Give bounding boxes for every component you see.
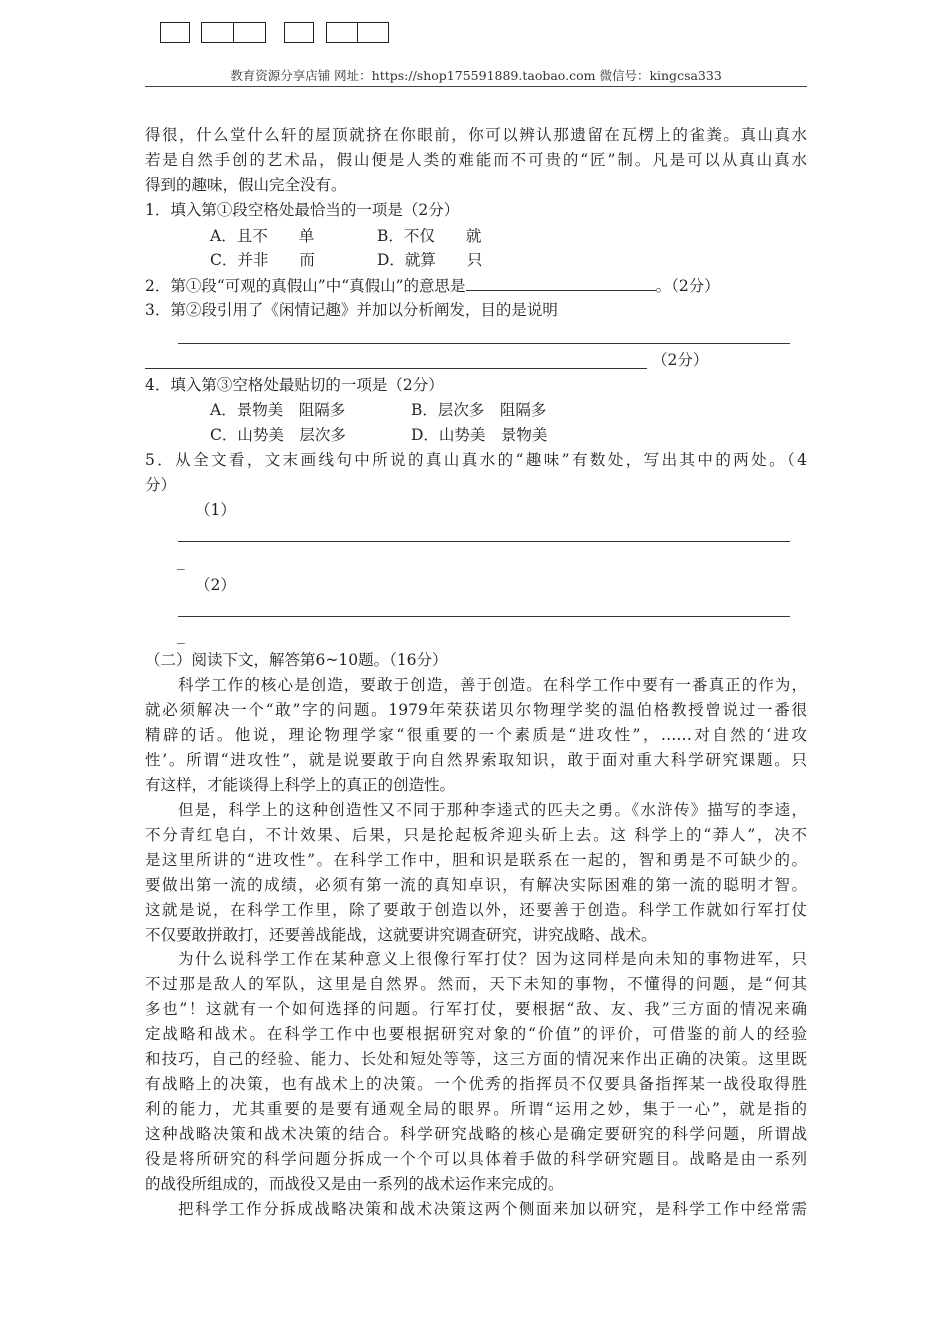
article-line: 有战略上的决策，也有战术上的决策。一个优秀的指挥员不仅要具备指挥某一战役取得胜 [145, 1075, 807, 1094]
article-line: 精辟的话。他说，理论物理学家“很重要的一个素质是“进攻性”，……对自然的‘进攻 [145, 725, 807, 744]
section-2-title: （二）阅读下文，解答第6~10题。（16分） [145, 651, 448, 669]
q4-options-row [145, 424, 807, 446]
article-line: 的战役所组成的，而战役又是由一系列的战术运作来完成的。 [145, 1175, 564, 1193]
article-line: 把科学工作分拆成战略决策和战术决策这两个侧面来加以研究，是科学工作中经常需 [178, 1199, 807, 1218]
passage-line: 得到的趣味，假山完全没有。 [145, 176, 347, 194]
q3-answer-line[interactable] [178, 343, 790, 344]
q5-sub-1-label: （1） [195, 501, 236, 519]
article-line: 有这样，才能谈得上科学上的真正的创造性。 [145, 775, 456, 794]
question-3: 3．第②段引用了《闲情记趣》并加以分析阐发，目的是说明 [145, 301, 558, 319]
q1-options-row [145, 225, 807, 247]
q1-option-b: B．不仅 就 [377, 227, 482, 245]
article-line: 为什么说科学工作在某种意义上很像行军打仗？因为这同样是向未知的事物进军，只 [178, 950, 807, 969]
q5-answer-line-2[interactable] [178, 616, 790, 617]
q1-option-c: C．并非 而 [210, 251, 315, 269]
title-box [201, 22, 234, 43]
article-line: 要做出第一流的成绩，必须有第一流的真知卓识，有解决实际困难的第一流的聪明才智。 [145, 875, 807, 894]
article-line: 科学工作的核心是创造，要敢于创造，善于创造。在科学工作中要有一番真正的作为， [178, 676, 807, 694]
title-box [357, 22, 389, 43]
article-line: 定战略和战术。在科学工作中也要根据研究对象的“价值”的评价，可借鉴的前人的经验 [145, 1025, 807, 1044]
article-line: 多也”！这就有一个如何选择的问题。行军打仗，要根据“敌、友、我”三方面的情况来确 [145, 1000, 807, 1019]
question-1: 1．填入第①段空格处最恰当的一项是（2分） [145, 201, 460, 219]
q3-score: （2分） [652, 351, 709, 369]
passage-line: 得很，什么堂什么轩的屋顶就挤在你眼前，你可以辨认那遗留在瓦楞上的雀粪。真山真水 [145, 126, 807, 144]
title-box [160, 22, 190, 43]
q2-answer-blank[interactable] [466, 274, 656, 291]
article-line: 不过那是敌人的军队，这里是自然界。然而，天下未知的事物，不懂得的问题，是“何其 [145, 975, 807, 994]
q5-dash: _ [177, 552, 185, 570]
q4-options-row [145, 399, 807, 421]
q4-option-b: B．层次多 阻隔多 [411, 401, 547, 419]
store-header: 教育资源分享店铺 网址：https://shop175591889.taobao.com 微信号：kingcsa333 [230, 68, 722, 83]
q2-score: 。（2分） [655, 277, 720, 295]
article-line: 这就是说，在科学工作里，除了要敢于创造以外，还要善于创造。科学工作就如行军打仗 [145, 900, 807, 919]
q2-stem: 2．第①段“可观的真假山”中“真假山”的意思是 [145, 277, 466, 295]
q5-answer-line-1[interactable] [178, 541, 790, 542]
question-2 [145, 274, 807, 296]
article-line: 役是将所研究的科学问题分拆成一个个可以具体着手做的科学研究题目。战略是由一系列 [145, 1150, 807, 1169]
article-line: 不分青红皂白，不计效果、后果，只是抡起板斧迎头斫上去。这 科学上的“莽人”，决不 [145, 825, 807, 844]
q1-option-d: D．就算 只 [377, 251, 483, 269]
article-line: 就必须解决一个“敢”字的问题。1979年荣获诺贝尔物理学奖的温伯格教授曾说过一番很 [145, 700, 807, 719]
article-line: 但是，科学上的这种创造性又不同于那种李逵式的匹夫之勇。《水浒传》描写的李逵， [178, 800, 807, 819]
question-5-cont: 分） [145, 476, 177, 494]
article-line: 是这里所讲的“进攻性”。在科学工作中，胆和识是联系在一起的，智和勇是不可缺少的。 [145, 850, 807, 869]
q4-option-a: A．景物美 阻隔多 [210, 401, 346, 419]
title-box [326, 22, 358, 43]
q4-option-d: D．山势美 景物美 [411, 426, 548, 444]
article-line: 不仅要敢拼敢打，还要善战能战，这就要讲究调查研究，讲究战略、战术。 [145, 925, 657, 944]
header-divider [145, 86, 807, 87]
q4-option-c: C．山势美 层次多 [210, 426, 346, 444]
q3-answer-line[interactable] [145, 368, 647, 369]
article-line: 利的能力，尤其重要的是要有通观全局的眼界。所谓“运用之妙，集于一心”，就是指的 [145, 1100, 807, 1119]
question-5: 5．从全文看，文末画线句中所说的真山真水的“趣味”有数处，写出其中的两处。（4 [145, 451, 807, 469]
question-4: 4．填入第③空格处最贴切的一项是（2分） [145, 376, 444, 394]
q5-dash: _ [177, 626, 185, 644]
passage-line: 若是自然手创的艺术品，假山便是人类的难能而不可贵的“匠”制。凡是可以从真山真水 [145, 151, 807, 169]
q1-options-row [145, 249, 807, 271]
q1-option-a: A．且不 单 [210, 227, 315, 245]
title-box [233, 22, 266, 43]
article-line: 性’。所谓“进攻性”，就是说要敢于向自然界索取知识，敢于面对重大科学研究课题。只 [145, 750, 807, 769]
title-box [284, 22, 314, 43]
article-line: 这种战略决策和战术决策的结合。科学研究战略的核心是确定要研究的科学问题，所谓战 [145, 1125, 807, 1144]
q5-sub-2-label: （2） [195, 576, 236, 594]
article-line: 和技巧，自己的经验、能力、长处和短处等等，这三方面的情况来作出正确的决策。这里既 [145, 1050, 807, 1069]
